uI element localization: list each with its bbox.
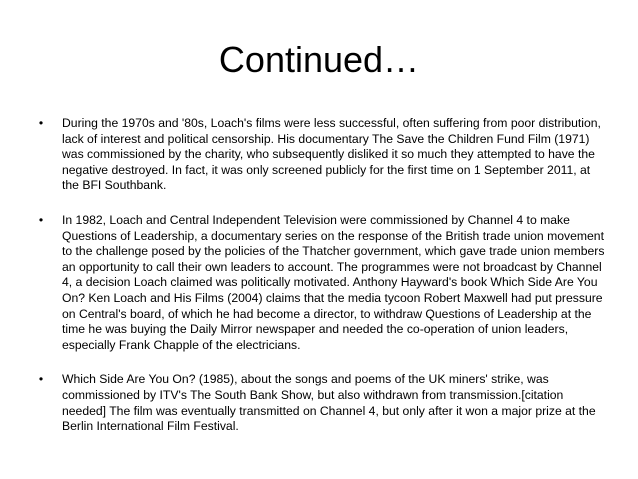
bullet-text: During the 1970s and '80s, Loach's films were less successful, often suffering from poor distribution, lack of interest and political censorship. His documentary The Save the Children Fund Film (1971) was commissioned by the charity, who subsequently disliked it so much they attempted to have the negative destroyed. In fact, it was only screened publicly for the first time on 1 September 2011, at the BFI Southbank. [62,116,601,193]
bullet-text: Which Side Are You On? (1985), about the songs and poems of the UK miners' strike, was commissioned by ITV's The South Bank Show, but also withdrawn from transmission.[citation needed] The film was eventually transmitted on Channel 4, but only after it won a major prize at the Berlin International Film Festival. [62,372,596,434]
bullet-icon: • [38,372,44,387]
bullet-item [32,116,608,194]
bullet-list [32,116,608,454]
bullet-icon: • [38,212,44,227]
slide-title: Continued… [218,39,420,80]
bullet-text: In 1982, Loach and Central Independent Television were commissioned by Channel 4 to make Questions of Leadership, a documentary series on the response of the British trade union movement to the challenge posed by the policies of the Thatcher government, which gave trade union members an opportunity to call their own leaders to account. The programmes were not broadcast by Channel 4, a decision Loach claimed was politically motivated. Anthony Hayward's book Which Side Are You On? Ken Loach and His Films (2004) claims that the media tycoon Robert Maxwell had put pressure on Central's board, of which he had become a director, to withdraw Questions of Leadership at the time he was buying the Daily Mirror newspaper and needed the co-operation of union leaders, especially Frank Chapple of the electricians. [62,212,605,352]
bullet-item [32,213,608,353]
bullet-item [32,372,608,434]
bullet-icon: • [38,116,44,130]
